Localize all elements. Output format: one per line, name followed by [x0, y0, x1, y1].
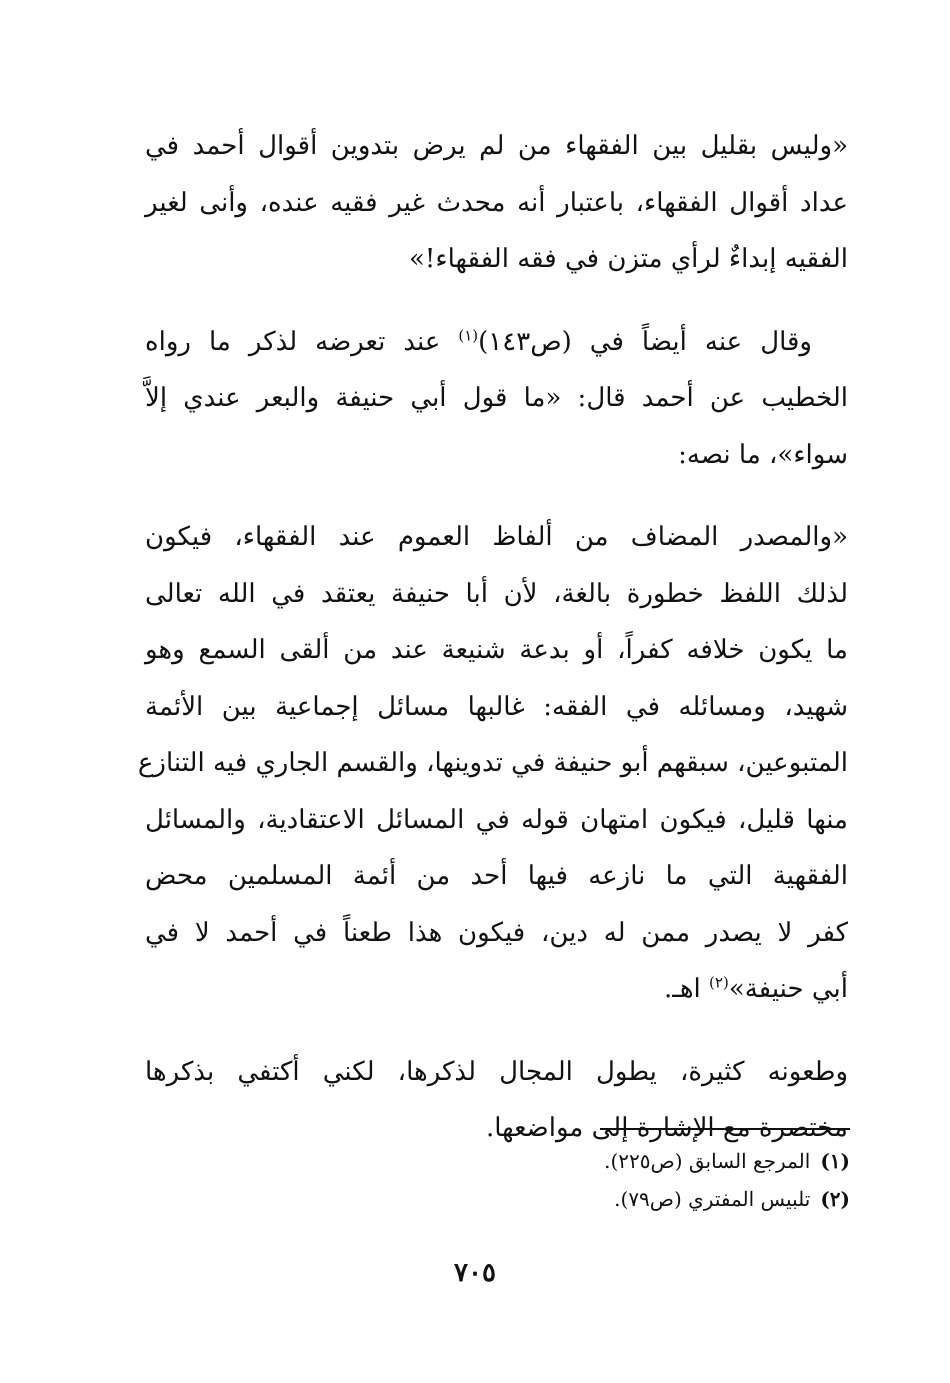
text-line: لذلك اللفظ خطورة بالغة، لأن أبا حنيفة يعتقد في الله تعالى [145, 578, 848, 609]
text-line [145, 961, 848, 1018]
footnote-item [430, 1180, 850, 1218]
text-line [145, 314, 848, 371]
text-line: عداد أقوال الفقهاء، باعتبار أنه محدث غير فقيه عنده، وأنى لغير [145, 187, 848, 218]
footnote-ref: (٢) [709, 973, 729, 992]
text-line: المتبوعين، سبقهم أبو حنيفة في تدوينها، والقسم الجاري فيه التنازع [137, 748, 848, 778]
text-line: الخطيب عن أحمد قال: «ما قول أبي حنيفة والبعر عندي إلاَّ [145, 383, 848, 413]
main-text [137, 118, 848, 1183]
footnote-number: (٢) [820, 1187, 850, 1211]
text-line: مختصرة مع الإشارة إلى مواضعها. [485, 1113, 848, 1143]
text-line: الفقيه إبداءٌ لرأي متزن في فقه الفقهاء!» [409, 244, 848, 274]
paragraph-3 [137, 509, 848, 1018]
text-line: شهيد، ومسائله في الفقه: غالبها مسائل إجماعية بين الأئمة [145, 691, 848, 722]
text-line: منها قليل، فيكون امتهان قوله في المسائل الاعتقادية، والمسائل [145, 804, 848, 835]
footnote-text: تلبيس المفتري (ص٧٩). [614, 1187, 811, 1211]
text-line: الفقهية التي ما نازعه فيها أحد من أئمة المسلمين محض [145, 861, 848, 891]
footnote-divider [600, 1128, 850, 1130]
text-line: كفر لا يصدر ممن له دين، فيكون هذا طعناً في أحمد لا في [145, 917, 848, 948]
text-line: ما يكون خلافه كفراً، أو بدعة شنيعة عند من ألقى السمع وهو [145, 635, 848, 665]
footnote-number: (١) [820, 1149, 850, 1173]
text-line: «والمصدر المضاف من ألفاظ العموم عند الفقهاء، فيكون [145, 522, 848, 552]
paragraph-4 [145, 1044, 848, 1157]
text-segment: اهـ. [663, 974, 710, 1004]
footnotes [430, 1142, 850, 1218]
footnote-item [430, 1142, 850, 1180]
text-line: وطعونه كثيرة، يطول المجال لذكرها، لكني أكتفي بذكرها [145, 1056, 848, 1087]
footnote-ref: (١) [458, 325, 479, 344]
text-segment: وقال عنه أيضاً في (ص١٤٣) [478, 326, 812, 357]
paragraph-2 [145, 314, 848, 484]
footnote-text: المرجع السابق (ص٢٢٥). [604, 1149, 811, 1173]
text-line: «وليس بقليل بين الفقهاء من لم يرض بتدوين أقوال أحمد في [145, 131, 848, 161]
text-segment: أبي حنيفة» [728, 974, 848, 1004]
paragraph-1 [145, 118, 848, 288]
text-segment: عند تعرضه لذكر ما رواه [145, 326, 459, 357]
page-number: ٧٠٥ [454, 1258, 496, 1288]
text-line: سواء»، ما نصه: [678, 439, 848, 470]
